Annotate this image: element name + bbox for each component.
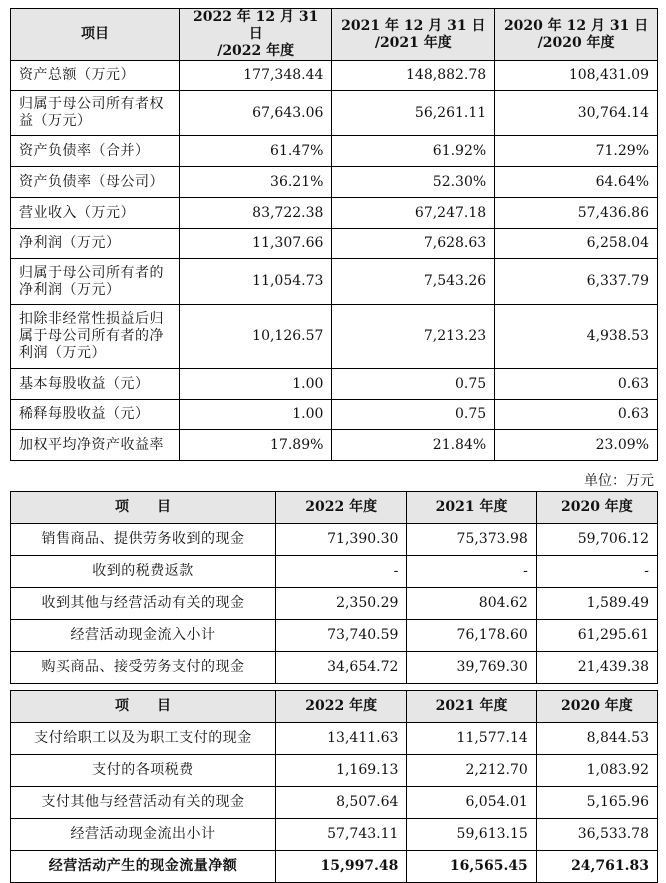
cell-2021: 6,054.01 (407, 787, 536, 819)
cell-2020: 1,083.92 (536, 755, 657, 787)
table-row (11, 787, 658, 819)
cell-2020: 6,258.04 (495, 229, 658, 259)
row-label: 基本每股收益（元） (11, 369, 180, 400)
cell-2020: 6,337.79 (495, 259, 658, 305)
cell-2021: 61.92% (332, 136, 495, 167)
cell-2020: - (536, 556, 657, 588)
cell-2021: 56,261.11 (332, 91, 495, 136)
cell-2020: 108,431.09 (495, 61, 658, 91)
table-row (11, 61, 658, 91)
row-label: 经营活动产生的现金流量净额 (11, 851, 276, 883)
table-row (11, 136, 658, 167)
cell-2020: 5,165.96 (536, 787, 657, 819)
row-label: 收到其他与经营活动有关的现金 (11, 588, 276, 620)
table-header-row (11, 691, 658, 723)
table-row (11, 167, 658, 198)
header-2020: 2020 年度 (536, 691, 657, 723)
table-row (11, 259, 658, 305)
cash-outflow-table (10, 690, 658, 883)
cell-2022: 67,643.06 (179, 91, 331, 136)
cell-2021: 7,628.63 (332, 229, 495, 259)
cell-2020: 21,439.38 (536, 652, 657, 684)
table-row (11, 229, 658, 259)
table-row (11, 430, 658, 461)
cell-2021: 75,373.98 (407, 524, 536, 556)
cell-2021: 21.84% (332, 430, 495, 461)
table-row (11, 620, 658, 652)
header-2022: 2022 年度 (275, 691, 406, 723)
cell-2021: 76,178.60 (407, 620, 536, 652)
cell-2021: 7,543.26 (332, 259, 495, 305)
cell-2020: 64.64% (495, 167, 658, 198)
cell-2021: 804.62 (407, 588, 536, 620)
header-2021: 2021 年度 (407, 492, 536, 524)
cell-2020: 0.63 (495, 369, 658, 400)
row-label: 归属于母公司所有者的净利润（万元） (11, 259, 180, 305)
row-label: 支付其他与经营活动有关的现金 (11, 787, 276, 819)
header-2020: 2020 年 12 月 31 日 /2020 年度 (495, 9, 658, 61)
cell-2021: 39,769.30 (407, 652, 536, 684)
cell-2020: 1,589.49 (536, 588, 657, 620)
row-label: 销售商品、提供劳务收到的现金 (11, 524, 276, 556)
row-label: 收到的税费返款 (11, 556, 276, 588)
cell-2021: 16,565.45 (407, 851, 536, 883)
cell-2021: 67,247.18 (332, 198, 495, 229)
table-row (11, 91, 658, 136)
table-row (11, 652, 658, 684)
cell-2022: - (275, 556, 406, 588)
cell-2022: 83,722.38 (179, 198, 331, 229)
cell-2022: 2,350.29 (275, 588, 406, 620)
cell-2022: 11,054.73 (179, 259, 331, 305)
table-header-row (11, 9, 658, 61)
cell-2022: 57,743.11 (275, 819, 406, 851)
cell-2022: 36.21% (179, 167, 331, 198)
header-item: 项 目 (11, 691, 276, 723)
financial-indicators-table (10, 8, 658, 461)
cell-2020: 8,844.53 (536, 723, 657, 755)
row-label: 加权平均净资产收益率 (11, 430, 180, 461)
cell-2022: 177,348.44 (179, 61, 331, 91)
table-row (11, 755, 658, 787)
row-label: 支付给职工以及为职工支付的现金 (11, 723, 276, 755)
cell-2020: 59,706.12 (536, 524, 657, 556)
cell-2022: 1.00 (179, 400, 331, 430)
cell-2022: 1.00 (179, 369, 331, 400)
cell-2020: 24,761.83 (536, 851, 657, 883)
cell-2021: 148,882.78 (332, 61, 495, 91)
header-item: 项目 (11, 9, 180, 61)
row-label: 经营活动现金流出小计 (11, 819, 276, 851)
row-label: 净利润（万元） (11, 229, 180, 259)
row-label: 资产负债率（母公司） (11, 167, 180, 198)
table-row (11, 198, 658, 229)
cell-2022: 10,126.57 (179, 305, 331, 369)
row-label: 经营活动现金流入小计 (11, 620, 276, 652)
cell-2022: 34,654.72 (275, 652, 406, 684)
table-row (11, 556, 658, 588)
header-2022: 2022 年 12 月 31 日 /2022 年度 (179, 9, 331, 61)
row-label: 资产负债率（合并） (11, 136, 180, 167)
header-2020: 2020 年度 (536, 492, 657, 524)
row-label: 稀释每股收益（元） (11, 400, 180, 430)
cell-2021: - (407, 556, 536, 588)
row-label: 营业收入（万元） (11, 198, 180, 229)
cell-2021: 2,212.70 (407, 755, 536, 787)
cell-2020: 57,436.86 (495, 198, 658, 229)
table-header-row (11, 492, 658, 524)
cell-2021: 52.30% (332, 167, 495, 198)
cash-inflow-table (10, 491, 658, 684)
cell-2022: 17.89% (179, 430, 331, 461)
cell-2021: 0.75 (332, 369, 495, 400)
table-row (11, 369, 658, 400)
table-row (11, 723, 658, 755)
table-row (11, 400, 658, 430)
cell-2020: 4,938.53 (495, 305, 658, 369)
table-row (11, 305, 658, 369)
table-row (11, 588, 658, 620)
row-label: 扣除非经常性损益后归属于母公司所有者的净利润（万元） (11, 305, 180, 369)
cell-2022: 1,169.13 (275, 755, 406, 787)
row-label: 归属于母公司所有者权益（万元） (11, 91, 180, 136)
header-item: 项 目 (11, 492, 276, 524)
cell-2022: 13,411.63 (275, 723, 406, 755)
row-label: 购买商品、接受劳务支付的现金 (11, 652, 276, 684)
header-2021: 2021 年度 (407, 691, 536, 723)
cell-2022: 15,997.48 (275, 851, 406, 883)
table-row (11, 524, 658, 556)
header-2021: 2021 年 12 月 31 日 /2021 年度 (332, 9, 495, 61)
cell-2022: 11,307.66 (179, 229, 331, 259)
cell-2021: 7,213.23 (332, 305, 495, 369)
row-label: 资产总额（万元） (11, 61, 180, 91)
cell-2021: 11,577.14 (407, 723, 536, 755)
table-row (11, 819, 658, 851)
header-2022: 2022 年度 (275, 492, 406, 524)
cell-2020: 71.29% (495, 136, 658, 167)
cell-2022: 61.47% (179, 136, 331, 167)
cell-2022: 73,740.59 (275, 620, 406, 652)
cell-2020: 61,295.61 (536, 620, 657, 652)
unit-label: 单位：万元 (584, 473, 654, 489)
cell-2021: 0.75 (332, 400, 495, 430)
table-row-total (11, 851, 658, 883)
cell-2020: 0.63 (495, 400, 658, 430)
cell-2022: 71,390.30 (275, 524, 406, 556)
row-label: 支付的各项税费 (11, 755, 276, 787)
cell-2022: 8,507.64 (275, 787, 406, 819)
cell-2021: 59,613.15 (407, 819, 536, 851)
cell-2020: 36,533.78 (536, 819, 657, 851)
cell-2020: 23.09% (495, 430, 658, 461)
cell-2020: 30,764.14 (495, 91, 658, 136)
